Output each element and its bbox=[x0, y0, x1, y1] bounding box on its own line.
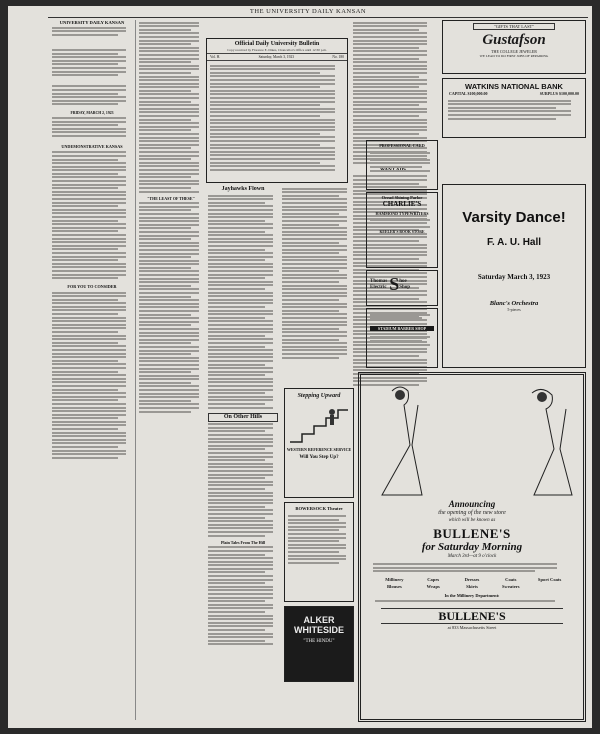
item-label: Dresses bbox=[464, 576, 480, 582]
western-reference: WESTERN REFERENCE SERVICE bbox=[286, 447, 352, 452]
bullenes-footer: BULLENE'S bbox=[381, 608, 563, 624]
watkins-capital: CAPITAL $100,000.00 bbox=[449, 91, 488, 96]
shop-label: Shop bbox=[399, 284, 411, 290]
keeler: KEELER'S BOOK STORE bbox=[379, 230, 425, 235]
editorial-heading-2: FOR YOU TO CONSIDER bbox=[67, 284, 117, 290]
paper-title: UNIVERSITY DAILY KANSAN bbox=[59, 20, 125, 25]
bulletin-subtitle: Copy received by Florence E. Dikes, Chancellor's Office until 12:30 p.m. bbox=[227, 48, 327, 52]
bulletin-title: Official Daily University Bulletin bbox=[234, 41, 320, 47]
thomas-shoe-ad bbox=[366, 270, 438, 306]
column-editorial bbox=[52, 20, 132, 720]
bullenes-ad bbox=[358, 372, 586, 722]
opening-text: the opening of the new store bbox=[438, 510, 506, 516]
blanc-sub: 5-pieces bbox=[507, 307, 521, 312]
date-line: FRIDAY, MARCH 2, 1923 bbox=[70, 111, 114, 116]
item-label: Blouses bbox=[386, 583, 402, 589]
item-label: Sport Coats bbox=[537, 576, 562, 582]
gifts-banner: "GIFTS THAT LAST" bbox=[473, 23, 555, 30]
bowersock-heading: BOWERSOCK Theatre bbox=[295, 506, 343, 511]
on-other-hills-heading: On Other Hills bbox=[208, 413, 278, 422]
opening-text-2: which will be known as bbox=[448, 517, 496, 523]
hammond: HAMMOND TYPEWRITERS bbox=[375, 211, 429, 216]
blanc-orchestra: Blanc's Orchestra bbox=[489, 300, 539, 307]
shoe-s: S bbox=[389, 274, 400, 294]
fashion-illustration bbox=[362, 381, 582, 499]
will-you-step-up: Will You Step Up? bbox=[299, 454, 339, 460]
stadium-barber-ad bbox=[366, 308, 438, 368]
plain-tales-heading: Plain Tales From The Hill bbox=[220, 539, 266, 545]
watkins-surplus: SURPLUS $100,000.00 bbox=[539, 91, 579, 96]
bullenes-address: at 833 Massachusetts Street bbox=[447, 625, 497, 631]
whiteside-ad bbox=[284, 606, 354, 682]
fau-hall: F. A. U. Hall bbox=[486, 237, 542, 248]
prof-card-title: PROFESSIONAL CARD bbox=[379, 143, 425, 148]
items-grid bbox=[361, 577, 583, 589]
gustafson-tag: WE LEAD TO DO FIRST JOBS OF REPAIRING bbox=[479, 54, 549, 58]
hoe-label: hoe bbox=[399, 278, 407, 284]
column-2 bbox=[139, 20, 203, 720]
bulletin-no: No. 180 bbox=[332, 55, 344, 59]
western-reference-ad bbox=[284, 388, 354, 498]
masthead: THE UNIVERSITY DAILY KANSAN bbox=[249, 8, 367, 15]
column-3 bbox=[208, 186, 278, 721]
charlies-ad bbox=[366, 192, 438, 268]
gustafson-name: Gustafson bbox=[482, 32, 546, 48]
charlies-name: CHARLIE'S bbox=[382, 200, 422, 208]
saturday-morning: for Saturday Morning bbox=[421, 540, 523, 553]
col-rule bbox=[135, 20, 136, 720]
varsity-date: Saturday March 3, 1923 bbox=[477, 273, 551, 281]
thomas-label: Thomas bbox=[370, 278, 388, 284]
bulletin-vol: Vol. H. bbox=[210, 55, 221, 59]
gustafson-sub: THE COLLEGE JEWELER bbox=[491, 49, 537, 54]
editorial-heading-1: UNDEMONSTRATIVE KANSAS bbox=[61, 143, 123, 149]
stepping-upward: Stepping Upward bbox=[297, 393, 341, 399]
millinery-dept: In the Millinery Department: bbox=[444, 592, 500, 598]
top-rule bbox=[48, 17, 588, 18]
shine-parlor: Oread Shining Parlor bbox=[381, 195, 423, 200]
march-date: March 3rd—at 9 o'clock bbox=[447, 553, 497, 559]
least-heading: "THE LEAST OF THESE" bbox=[147, 195, 195, 201]
stairs-illustration bbox=[286, 402, 352, 446]
item-label: Skirts bbox=[466, 583, 478, 589]
bowersock-ad bbox=[284, 502, 354, 602]
newspaper-page bbox=[8, 6, 592, 728]
varsity-title: Varsity Dance! bbox=[462, 209, 566, 226]
item-label: Millinery bbox=[385, 576, 404, 582]
item-label: Coats bbox=[505, 576, 517, 582]
announcing: Announcing bbox=[448, 499, 496, 509]
item-label: Capes bbox=[427, 576, 440, 582]
bullenes-name: BULLENE'S bbox=[433, 525, 511, 541]
stadium-barber: STADIUM BARBER SHOP bbox=[370, 326, 434, 331]
bulletin-box bbox=[206, 38, 348, 183]
hindu-title: "THE HINDU" bbox=[303, 639, 335, 644]
gustafson-ad bbox=[442, 20, 586, 74]
whiteside-name: ALKER WHITESIDE bbox=[293, 615, 344, 635]
column-4 bbox=[282, 186, 352, 386]
varsity-dance-ad bbox=[442, 184, 586, 368]
watkins-ad bbox=[442, 78, 586, 138]
jayhawks-heading: Jayhawks Flown bbox=[221, 186, 265, 192]
item-label: Sweaters bbox=[501, 583, 520, 589]
bulletin-date: Saturday, March 3, 1923 bbox=[258, 55, 295, 59]
electric-label: Electric bbox=[370, 284, 387, 290]
watkins-name: WATKINS NATIONAL BANK bbox=[465, 82, 563, 91]
professional-card bbox=[366, 140, 438, 190]
item-label: Wraps bbox=[426, 583, 440, 589]
